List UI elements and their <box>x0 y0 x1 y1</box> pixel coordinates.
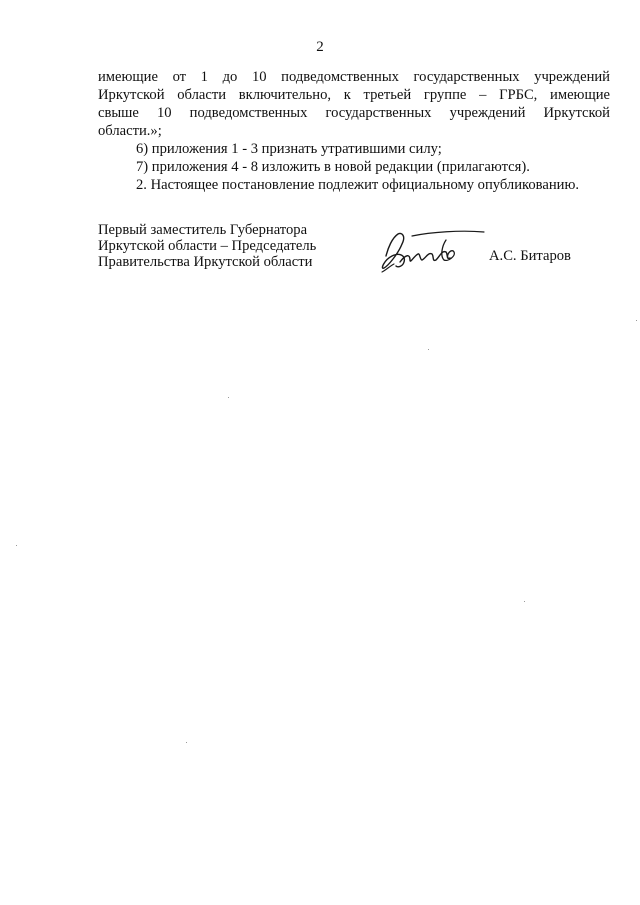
signatory-title <box>98 222 338 270</box>
signatory-name: А.С. Битаров <box>489 248 571 264</box>
clause-2: 2. Настоящее постановление подлежит официальному опубликованию. <box>136 177 580 193</box>
signatory-title-line: Иркутской области – Председатель <box>98 238 317 254</box>
paragraph-line: Иркутской области включительно, к третьей группе – ГРБС, имеющие <box>98 87 610 103</box>
list-item-7: 7) приложения 4 - 8 изложить в новой редакции (прилагаются). <box>136 159 530 175</box>
scan-speck <box>228 397 229 398</box>
body-text <box>98 68 610 194</box>
paragraph-line: свыше 10 подведомственных государственных учреждений Иркутской <box>98 105 610 121</box>
paragraph-line: области.»; <box>98 123 162 139</box>
paragraph-line: имеющие от 1 до 10 подведомственных государственных учреждений <box>98 69 610 85</box>
scan-speck <box>186 742 187 743</box>
scan-speck <box>636 320 637 321</box>
scan-speck <box>16 545 17 546</box>
list-item-6: 6) приложения 1 - 3 признать утратившими силу; <box>136 141 442 157</box>
handwritten-signature <box>376 226 486 274</box>
page-number: 2 <box>316 39 324 55</box>
signatory-title-line: Первый заместитель Губернатора <box>98 222 308 238</box>
scan-speck <box>428 349 429 350</box>
scan-speck <box>524 601 525 602</box>
signatory-title-line: Правительства Иркутской области <box>98 254 313 270</box>
